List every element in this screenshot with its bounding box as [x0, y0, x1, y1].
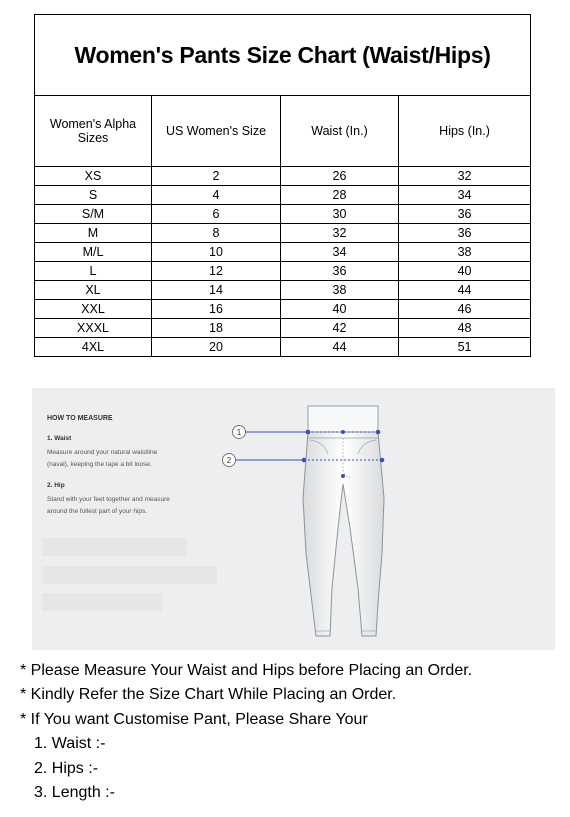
waist-cell: 42	[281, 319, 399, 338]
hips-cell: 32	[399, 167, 531, 186]
hip-heading: 2. Hip	[47, 482, 65, 489]
note-line: * If You want Customise Pant, Please Share Your	[20, 710, 368, 728]
column-header: Hips (In.)	[399, 96, 531, 167]
alpha-size-cell: XXXL	[35, 319, 152, 338]
us-size-cell: 20	[152, 338, 281, 357]
note-line: * Kindly Refer the Size Chart While Placing an Order.	[20, 686, 397, 704]
waist-cell: 30	[281, 205, 399, 224]
how-to-measure-title: HOW TO MEASURE	[47, 415, 113, 422]
table-row	[35, 167, 531, 186]
table-row	[35, 243, 531, 262]
note-line: * Please Measure Your Waist and Hips before Placing an Order.	[20, 662, 473, 679]
hips-cell: 48	[399, 319, 531, 338]
waist-cell: 36	[281, 262, 399, 281]
header-row	[35, 96, 531, 167]
chart-title: Women's Pants Size Chart (Waist/Hips)	[35, 15, 531, 96]
us-size-cell: 6	[152, 205, 281, 224]
alpha-size-cell: 4XL	[35, 338, 152, 357]
waist-cell: 40	[281, 300, 399, 319]
table-row	[35, 281, 531, 300]
waist-cell: 32	[281, 224, 399, 243]
us-size-cell: 18	[152, 319, 281, 338]
table-row	[35, 319, 531, 338]
waist-instruction-line1: Measure around your natural waistline	[47, 449, 158, 456]
us-size-cell: 14	[152, 281, 281, 300]
waist-cell: 28	[281, 186, 399, 205]
waist-cell: 38	[281, 281, 399, 300]
hips-cell: 36	[399, 224, 531, 243]
pants-illustration	[32, 388, 555, 650]
marker-2-label: 2	[226, 456, 232, 465]
us-size-cell: 12	[152, 262, 281, 281]
column-header: Women's Alpha Sizes	[35, 96, 152, 167]
hips-cell: 34	[399, 186, 531, 205]
note-item-waist: 1. Waist :-	[34, 735, 106, 753]
hips-cell: 40	[399, 262, 531, 281]
waist-cell: 26	[281, 167, 399, 186]
us-size-cell: 10	[152, 243, 281, 262]
column-header: Waist (In.)	[281, 96, 399, 167]
alpha-size-cell: L	[35, 262, 152, 281]
table-row	[35, 186, 531, 205]
table-row	[35, 205, 531, 224]
table-row	[35, 224, 531, 243]
hips-cell: 46	[399, 300, 531, 319]
hip-instruction-line2: around the fullest part of your hips.	[47, 508, 148, 515]
us-size-cell: 4	[152, 186, 281, 205]
alpha-size-cell: M	[35, 224, 152, 243]
hips-cell: 38	[399, 243, 531, 262]
waist-cell: 44	[281, 338, 399, 357]
alpha-size-cell: XL	[35, 281, 152, 300]
us-size-cell: 2	[152, 167, 281, 186]
note-item-length: 3. Length :-	[34, 784, 115, 802]
column-header: US Women's Size	[152, 96, 281, 167]
hips-cell: 36	[399, 205, 531, 224]
waist-cell: 34	[281, 243, 399, 262]
table-row	[35, 300, 531, 319]
order-notes	[20, 659, 472, 805]
alpha-size-cell: XXL	[35, 300, 152, 319]
marker-1-label: 1	[236, 428, 242, 437]
us-size-cell: 16	[152, 300, 281, 319]
waist-instruction-line2: (naval), keeping the tape a bit loose.	[47, 461, 152, 468]
hips-cell: 51	[399, 338, 531, 357]
size-chart-table	[34, 14, 531, 357]
table-row	[35, 338, 531, 357]
how-to-measure-panel	[32, 388, 555, 650]
alpha-size-cell: S/M	[35, 205, 152, 224]
waist-heading: 1. Waist	[47, 435, 72, 442]
table-row	[35, 262, 531, 281]
hip-instruction-line1: Stand with your feet together and measure	[47, 496, 170, 503]
alpha-size-cell: M/L	[35, 243, 152, 262]
alpha-size-cell: XS	[35, 167, 152, 186]
alpha-size-cell: S	[35, 186, 152, 205]
hips-cell: 44	[399, 281, 531, 300]
us-size-cell: 8	[152, 224, 281, 243]
note-item-hips: 2. Hips :-	[34, 759, 99, 777]
